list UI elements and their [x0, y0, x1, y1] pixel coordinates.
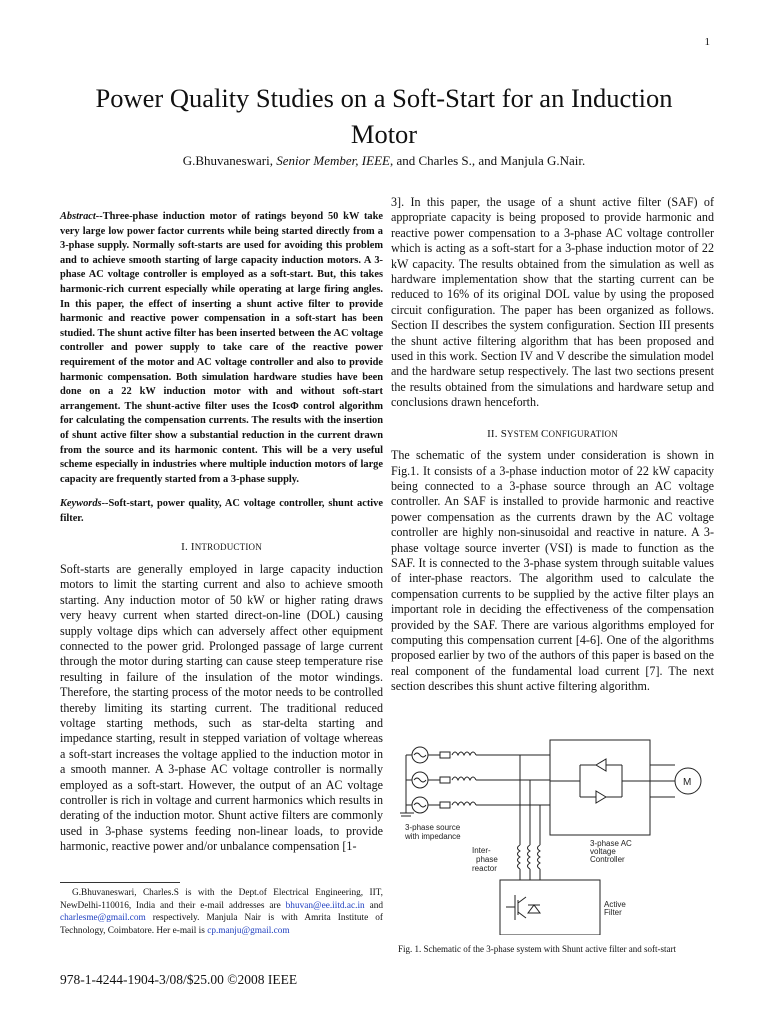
keywords	[60, 497, 383, 526]
footnote-text-1: G.Bhuvaneswari, Charles.S is with the Dept.of Electrical Engineering, IIT, NewDelhi-110016, India and their e-mail addresses are	[60, 888, 383, 911]
label-active-filter-1: Active	[604, 900, 626, 909]
label-source-2: with impedance	[405, 832, 461, 841]
section-1-first-letter: I	[190, 541, 195, 554]
footnote-text-3: respectively. Manjula Nair is with Amrita Institute of Technology, Coimbatore. Her e-mail is	[60, 913, 383, 936]
introduction-continued: 3]. In this paper, the usage of a shunt active filter (SAF) of appropriate capacity is being proposed to provide harmonic and reactive power compensation to a 3-phase AC voltage controller which is acting as a soft-start for a 3-phase induction motor of 22 kW capacity. The results obtained from the simulation as well as hardware implementation show that the starting current can be reduced to 16% of its original DOL value by using the proposed circuit configuration. The paper has been organized as follows. Section II describes the system configuration. Section III presents the shunt active filtering algorithm that has been proposed and used in this work. Section IV and V describe the simulation model and the hardware setup respectively. The last two sections present the results obtained from the simulations and hardware setup and conclusions drawn henceforth.	[391, 195, 714, 410]
footnote-rule	[60, 882, 180, 883]
figure-1-schematic	[400, 735, 710, 935]
abstract	[60, 210, 383, 487]
email-link-1[interactable]: bhuvan@ee.iitd.ac.in	[285, 900, 365, 911]
author-footnote	[60, 882, 383, 937]
label-ac-controller-1: 3-phase AC	[590, 839, 632, 848]
introduction-body: Soft-starts are generally employed in large capacity induction motors to limit the starting current and also to achieve smooth starting. Any induction motor of 50 kW or higher rating draws very heavy current when started direct-on-line (DOL) causing supply voltage dips which can adversely affect other equipment connected to the power grid. Prolonged passage of large current through the motor during starting can cause steep temperature rise resulting in failure of the insulation of the motor windings. Therefore, the starting process of the motor needs to be controlled thereby limiting its starting current. The traditional reduced voltage starting methods, such as star-delta starting and impedance starting, result in stepped variation of voltage whereas a soft-start increases the voltage applied to the induction motor in a smooth manner. A 3-phase AC voltage controller is normally employed as a soft-start. However, the output of an AC voltage controller is rich in voltage and current harmonics which results in derating of the induction motor. Shunt active filters are commonly used in 3-phase systems feeding non-linear loads, to provide harmonic, reactive power and/or unbalance compensation [1-	[60, 561, 383, 854]
section-heading-system-configuration	[391, 427, 714, 442]
section-2-rest-2: ONFIGURATION	[548, 428, 618, 439]
label-reactor-3: reactor	[472, 864, 497, 873]
label-reactor-1: Inter-	[472, 846, 491, 855]
label-active-filter-2: Filter	[604, 908, 622, 917]
section-1-number: I.	[181, 541, 191, 554]
footnote-text-2: and	[364, 900, 383, 911]
email-link-2[interactable]: charlesme@gmail.com	[60, 913, 146, 923]
left-column	[60, 210, 383, 855]
section-2-first-letter: S	[500, 427, 508, 440]
section-heading-introduction	[60, 540, 383, 555]
paper-title: Power Quality Studies on a Soft-Start for an Induction Motor	[95, 83, 673, 149]
author-affiliation: Senior Member, IEEE	[276, 153, 390, 168]
author-part-2: , and Charles S., and Manjula G.Nair.	[389, 153, 586, 168]
system-configuration-body: The schematic of the system under consideration is shown in Fig.1. It consists of a 3-phase induction motor of 22 kW capacity being connected to a 3-phase source through an AC voltage controller. An SAF is installed to provide harmonic and reactive power compensation as the currents drawn by the AC voltage controller are highly non-sinusoidal and reactive in nature. A 3-phase voltage source inverter (VSI) is made to function as the SAF. It is connected to the 3-phase system through suitable values of inter-phase reactors. The algorithm used to calculate the compensation currents to be supplied by the active filter plays an important role in deciding the effectiveness of the compensation provided by the SAF. There are various algorithms employed for computing this compensation current [4-6]. One of the algorithms proposed earlier by two of the authors of this paper is based on the real component of the fundamental load current [7]. The next section describes this shunt active filtering algorithm.	[391, 448, 714, 694]
ac-voltage-controller-box	[550, 740, 650, 835]
section-2-first-letter-2: C	[540, 427, 549, 440]
label-source-1: 3-phase source	[405, 823, 461, 832]
label-motor: M	[683, 777, 692, 788]
page-number: 1	[704, 36, 710, 48]
email-link-3[interactable]: cp.manju@gmail.com	[207, 925, 290, 936]
abstract-text: Three-phase induction motor of ratings beyond 50 kW take very large low power factor currents while being started directly from a 3-phase supply. Normally soft-starts are used for avoiding this problem and to achieve smooth starting of large capacity induction motors. A 3-phase AC voltage controller is employed as a soft-start. But, this takes harmonic-rich current especially while operating at large firing angles. In this paper, the effect of inserting a shunt active filter to provide harmonic and reactive power compensation in a soft-start has been studied. The shunt active filter has been inserted between the AC voltage controller and power supply to take care of the reactive power requirement of the motor and AC voltage controller and also to provide harmonic compensation. Both simulation hardware studies have been done on a 22 kW induction motor with and without soft-start arrangement. The shunt-active filter uses the IcosΦ control algorithm for calculating the compensation currents. The results with the insertion of shunt active filter show a substantial reduction in the current drawn from the source and its harmonic content. This will be a very useful scheme especially in industries where multiple induction motors of large capacity are frequently started from a 3-phase supply.	[60, 211, 383, 485]
label-ac-controller-2: voltage	[590, 847, 616, 856]
schematic-diagram	[400, 735, 710, 935]
label-ac-controller-3: Controller	[590, 855, 625, 864]
right-column	[391, 195, 714, 695]
label-reactor-2: phase	[476, 855, 498, 864]
keywords-text: Soft-start, power quality, AC voltage controller, shunt active filter.	[60, 498, 383, 524]
section-2-rest-1: YSTEM	[507, 428, 541, 439]
keywords-label: Keywords--	[60, 498, 109, 510]
section-2-number: II.	[487, 427, 501, 440]
figure-1-caption: Fig. 1. Schematic of the 3-phase system with Shunt active filter and soft-start	[398, 944, 676, 954]
author-line	[60, 153, 708, 169]
section-1-rest: NTRODUCTION	[194, 542, 262, 553]
abstract-label: Abstract--	[60, 211, 103, 222]
author-part-1: G.Bhuvaneswari,	[182, 153, 277, 168]
copyright-notice: 978-1-4244-1904-3/08/$25.00 ©2008 IEEE	[60, 972, 298, 987]
